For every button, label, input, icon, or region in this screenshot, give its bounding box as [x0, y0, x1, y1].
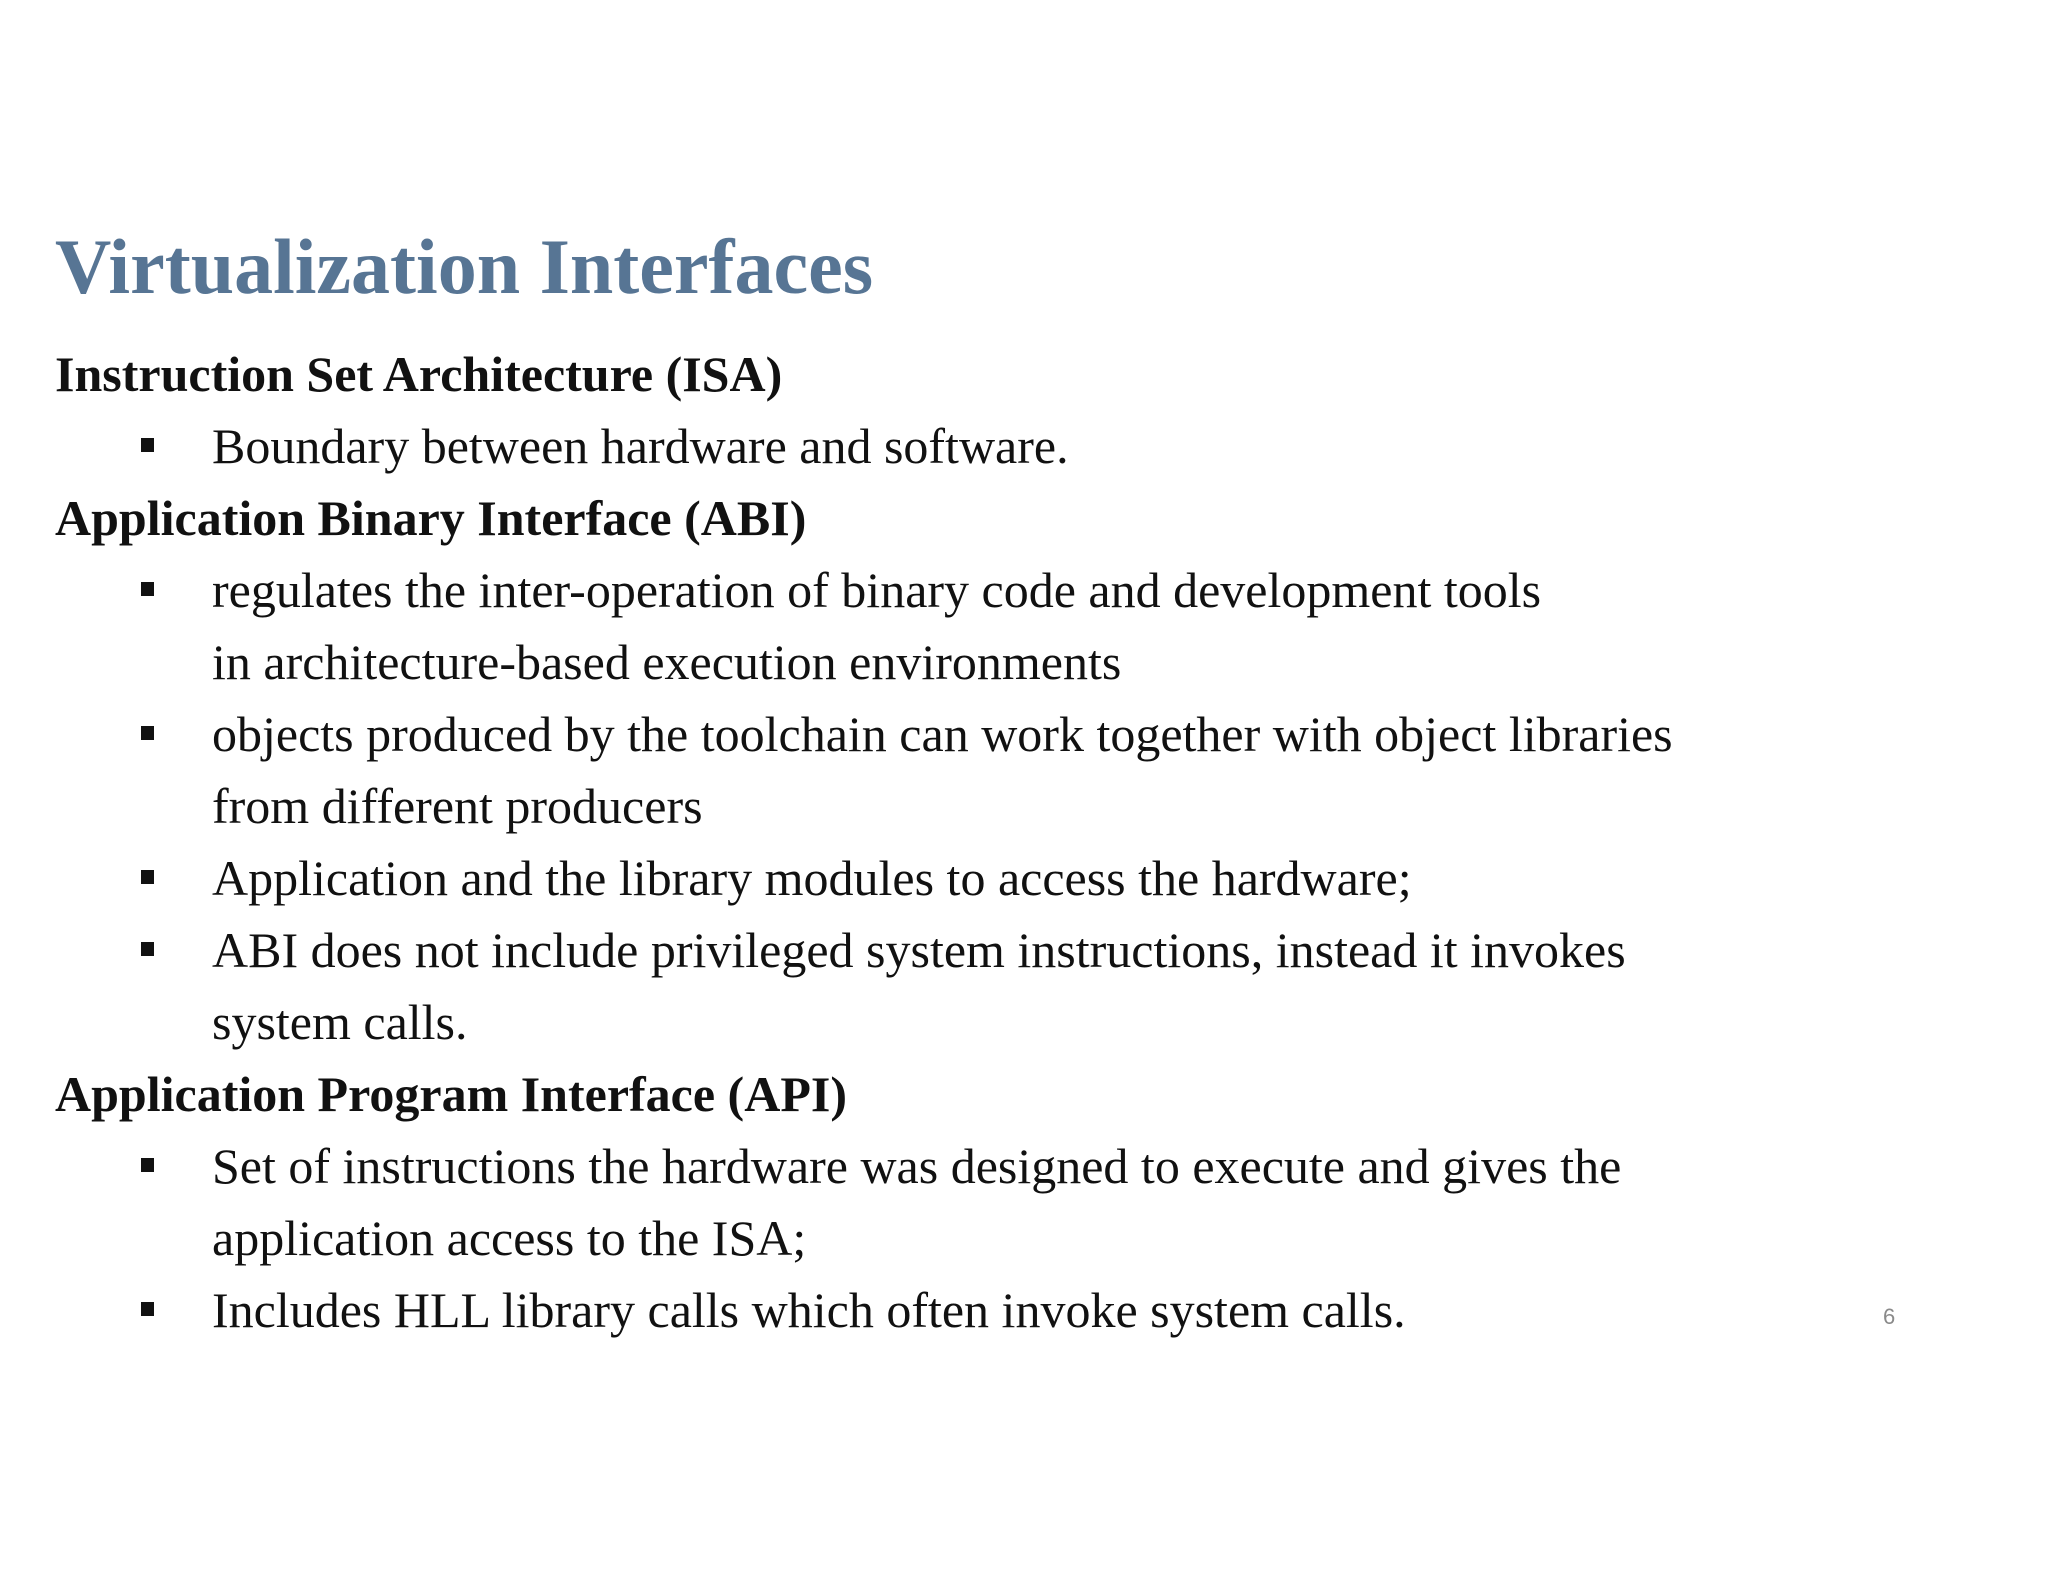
- bullet-list-abi: [55, 554, 1955, 1058]
- square-bullet-icon: [141, 726, 154, 740]
- bullet-text-continued: from different producers: [212, 778, 703, 834]
- bullet-text: Boundary between hardware and software.: [212, 418, 1069, 474]
- bullet-text-continued: system calls.: [212, 994, 468, 1050]
- bullet-item: [55, 698, 1955, 842]
- bullet-text: Application and the library modules to access the hardware;: [212, 850, 1412, 906]
- bullet-item: [55, 842, 1955, 914]
- section-heading-isa: Instruction Set Architecture (ISA): [55, 346, 783, 402]
- section-heading-abi: Application Binary Interface (ABI): [55, 490, 807, 546]
- square-bullet-icon: [141, 582, 154, 596]
- bullet-text: ABI does not include privileged system instructions, instead it invokes: [212, 922, 1626, 978]
- section-isa: [55, 338, 1955, 482]
- bullet-item: [55, 554, 1955, 698]
- square-bullet-icon: [141, 438, 154, 452]
- bullet-text-continued: in architecture-based execution environments: [212, 634, 1122, 690]
- square-bullet-icon: [141, 870, 154, 884]
- bullet-list-isa: [55, 410, 1955, 482]
- slide-content: [55, 338, 1955, 1346]
- bullet-text: Includes HLL library calls which often invoke system calls.: [212, 1282, 1406, 1338]
- square-bullet-icon: [141, 1302, 154, 1316]
- section-abi: [55, 482, 1955, 1058]
- bullet-text-continued: application access to the ISA;: [212, 1210, 807, 1266]
- bullet-text: Set of instructions the hardware was designed to execute and gives the: [212, 1138, 1622, 1194]
- bullet-list-api: [55, 1130, 1955, 1346]
- square-bullet-icon: [141, 1158, 154, 1172]
- bullet-item: [55, 1274, 1955, 1346]
- square-bullet-icon: [141, 942, 154, 956]
- bullet-text: regulates the inter-operation of binary code and development tools: [212, 562, 1542, 618]
- page-number: 6: [1883, 1304, 1896, 1329]
- bullet-text: objects produced by the toolchain can work together with object libraries: [212, 706, 1673, 762]
- bullet-item: [55, 1130, 1955, 1274]
- section-heading-api: Application Program Interface (API): [55, 1066, 847, 1122]
- slide-title: Virtualization Interfaces: [55, 223, 874, 310]
- bullet-item: [55, 410, 1955, 482]
- bullet-item: [55, 914, 1955, 1058]
- section-api: [55, 1058, 1955, 1346]
